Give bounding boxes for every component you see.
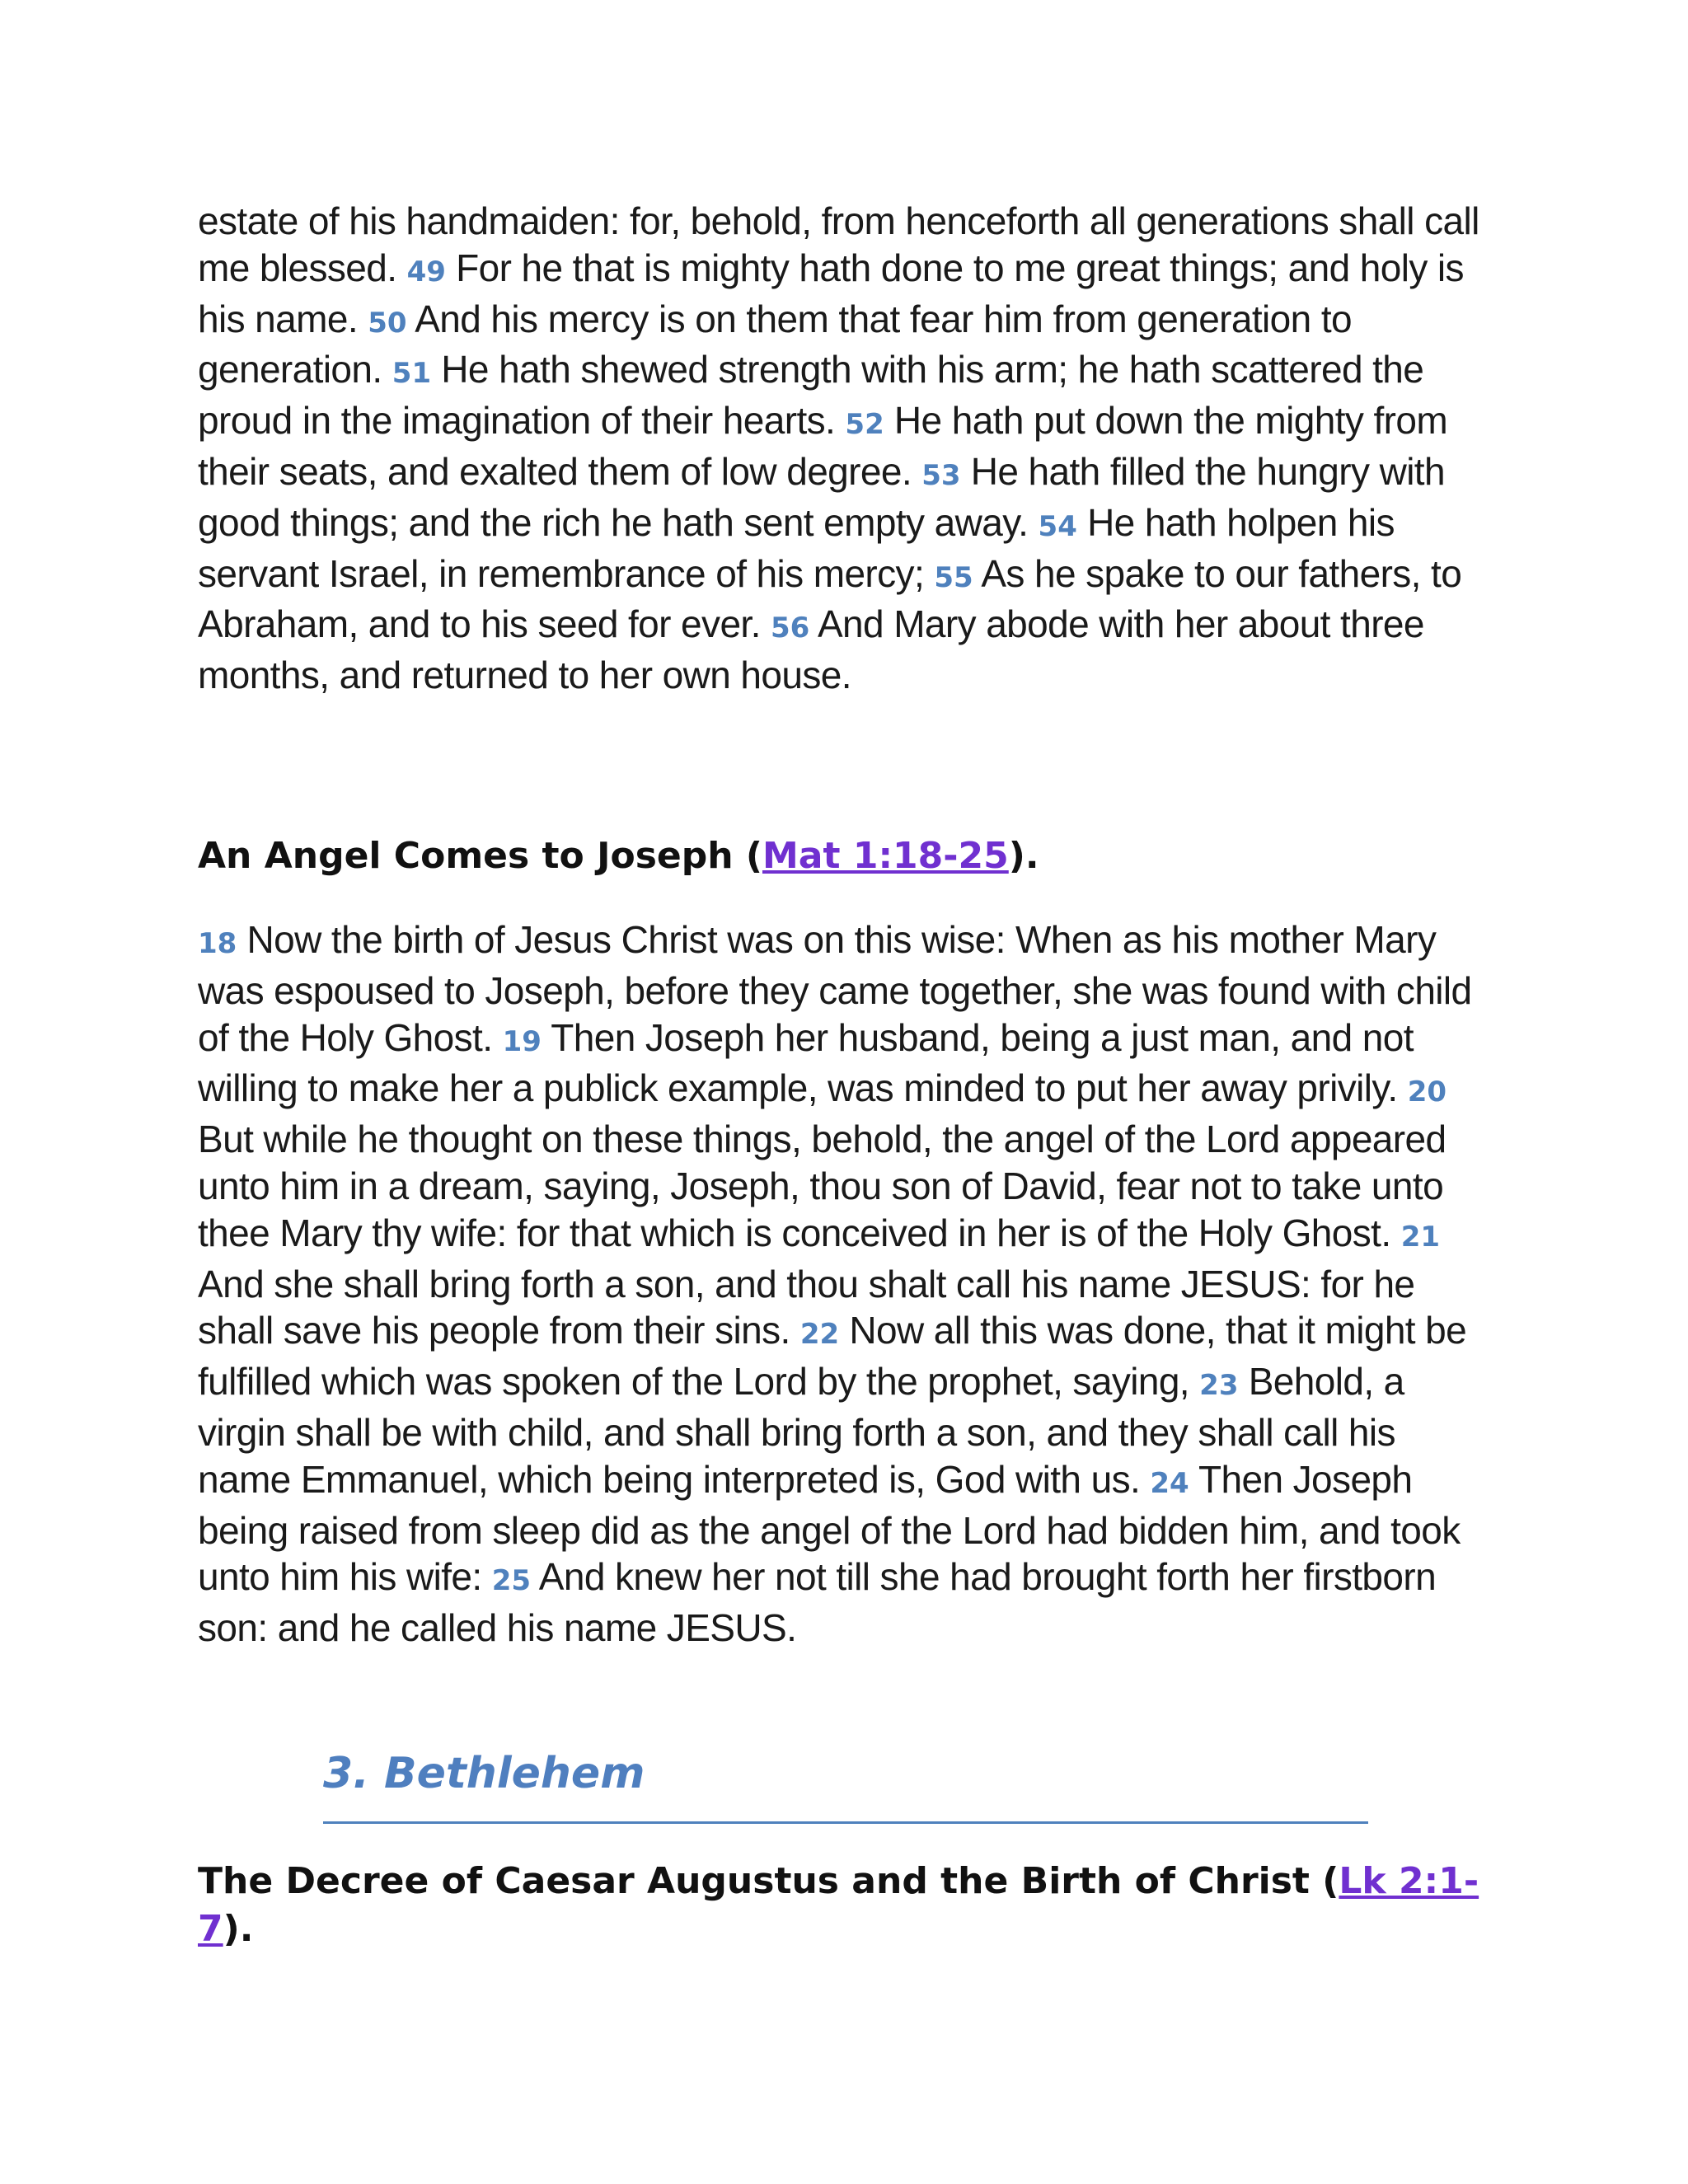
- verse-number: 54: [1038, 509, 1077, 543]
- verse-number: 21: [1400, 1220, 1441, 1254]
- verse-number: 56: [770, 612, 810, 645]
- verse-number: 50: [368, 306, 407, 340]
- verse-text: For he that is mighty hath done to me great things; and holy is his name.: [198, 246, 1464, 340]
- scripture-reference-link[interactable]: Lk 2:1-7: [198, 1860, 1479, 1950]
- verse-text: And his mercy is on them that fear him from generation to generation.: [198, 297, 1352, 391]
- verse-text: And knew her not till she had brought forth her firstborn son: and he called his name JESUS.: [198, 1555, 1437, 1650]
- verse-text: But while he thought on these things, behold, the angel of the Lord appeared unto him in a dream, saying, Joseph, thou son of David, fear not to take unto thee Mary thy wife: for that which is conceived in her is of the Holy Ghost.: [198, 1118, 1447, 1254]
- heading-close: ).: [223, 1908, 254, 1950]
- passage-matthew-joseph: [198, 916, 1484, 1652]
- verse-number: 24: [1150, 1466, 1189, 1500]
- verse-text: Then Joseph her husband, being a just man, and not willing to make her a publick example, was minded to put her away privily.: [198, 1015, 1414, 1110]
- verse-number: 23: [1199, 1369, 1239, 1403]
- scripture-reference-link[interactable]: Mat 1:18-25: [762, 835, 1009, 877]
- verse-text: And Mary abode with her about three months, and returned to her own house.: [198, 602, 1424, 697]
- verse-number: 55: [934, 560, 973, 594]
- verse-number: 20: [1407, 1076, 1447, 1109]
- verse-number: 25: [491, 1564, 532, 1598]
- verse-number: 53: [921, 458, 961, 492]
- heading-close: ).: [1008, 835, 1039, 877]
- verse-text: He hath filled the hungry with good things; and the rich he hath sent empty away.: [198, 449, 1445, 544]
- verse-text: Then Joseph being raised from sleep did as the angel of the Lord had bidden him, and took unto him his wife:: [198, 1457, 1461, 1599]
- section-title-underline: [323, 1821, 1368, 1824]
- verse-number: 18: [198, 927, 237, 960]
- verse-text: As he spake to our fathers, to Abraham, and to his seed for ever.: [198, 551, 1462, 646]
- heading-text: The Decree of Caesar Augustus and the Birth of Christ (: [198, 1860, 1339, 1902]
- section-title: 3. Bethlehem: [323, 1749, 645, 1798]
- passage-lead-text: estate of his handmaiden: for, behold, from henceforth all generations shall call me blessed.: [198, 199, 1479, 289]
- verse-number: 49: [406, 255, 446, 288]
- heading-decree-of-caesar-augustus: [198, 1858, 1484, 1953]
- verse-text: He hath holpen his servant Israel, in remembrance of his mercy;: [198, 500, 1395, 595]
- heading-angel-comes-to-joseph: [198, 832, 1484, 880]
- verse-text: He hath put down the mighty from their seats, and exalted them of low degree.: [198, 399, 1448, 493]
- passage-luke-magnificat: [198, 198, 1484, 699]
- verse-text: And she shall bring forth a son, and thou shalt call his name JESUS: for he shall save his people from their sins.: [198, 1262, 1415, 1352]
- verse-text: He hath shewed strength with his arm; he hath scattered the proud in the imagination of their hearts.: [198, 348, 1424, 443]
- verse-text: Now the birth of Jesus Christ was on this wise: When as his mother Mary was espoused to Joseph, before they came together, she was found with child of the Holy Ghost.: [198, 918, 1472, 1059]
- heading-text: An Angel Comes to Joseph (: [198, 835, 762, 877]
- verse-text: Behold, a virgin shall be with child, and shall bring forth a son, and they shall call his name Emmanuel, which being interpreted is, God with us.: [198, 1360, 1404, 1501]
- verse-number: 19: [502, 1024, 542, 1058]
- verse-text: Now all this was done, that it might be fulfilled which was spoken of the Lord by the prophet, saying,: [198, 1309, 1467, 1404]
- verse-number: 51: [392, 357, 432, 391]
- verse-number: 22: [799, 1318, 840, 1352]
- verse-number: 52: [845, 408, 884, 442]
